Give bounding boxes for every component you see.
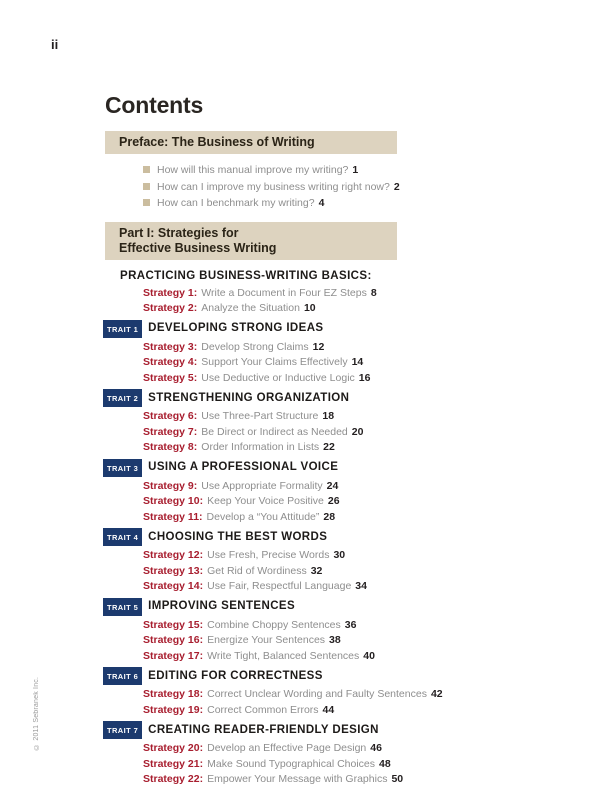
square-bullet-icon [143, 183, 150, 190]
section-heading: USING A PROFESSIONAL VOICE [148, 461, 339, 473]
strategy-page-number: 10 [303, 302, 316, 314]
strategy-title: Energize Your Sentences [207, 634, 326, 646]
strategy-label: Strategy 16: [143, 634, 204, 646]
strategy-page-number: 42 [430, 688, 443, 700]
trait-badge: TRAIT 5 [103, 598, 142, 616]
strategy-title: Write a Document in Four EZ Steps [201, 286, 367, 299]
strategy-label: Strategy 13: [143, 564, 204, 577]
toc-content [105, 92, 485, 788]
strategy-page-number: 12 [312, 340, 325, 353]
square-bullet-icon [143, 199, 150, 206]
preface-heading: Preface: The Business of Writing [119, 135, 315, 149]
strategy-title: Use Fresh, Precise Words [207, 549, 330, 561]
trait-badge: TRAIT 2 [103, 389, 142, 407]
strategy-page-number: 24 [326, 479, 339, 492]
strategy-page-number: 26 [327, 495, 340, 507]
strategy-row [143, 564, 485, 580]
strategy-row [143, 355, 485, 371]
part-heading-line2: Effective Business Writing [119, 240, 277, 255]
strategy-label: Strategy 10: [143, 495, 204, 507]
toc-section [105, 721, 485, 788]
copyright-notice: © 2011 Sebranek Inc. [33, 676, 40, 750]
trait-badge: TRAIT 1 [103, 320, 142, 338]
strategy-page-number: 20 [351, 425, 364, 438]
strategy-row [143, 425, 485, 441]
section-heading: EDITING FOR CORRECTNESS [148, 669, 323, 682]
part-heading-bar [105, 222, 397, 260]
strategy-label: Strategy 18: [143, 688, 204, 700]
strategy-label: Strategy 3: [143, 340, 198, 353]
strategy-title: Support Your Claims Effectively [201, 356, 348, 368]
strategy-title: Combine Choppy Sentences [207, 618, 341, 631]
strategy-title: Develop Strong Claims [201, 340, 309, 353]
strategy-list [105, 286, 485, 317]
section-heading-row [103, 598, 485, 616]
preface-item-text: How can I improve my business writing right now? [157, 180, 390, 193]
section-heading-row [103, 528, 485, 546]
strategy-page-number: 46 [370, 742, 382, 754]
strategy-page-number: 14 [351, 356, 364, 368]
strategy-title: Correct Unclear Wording and Faulty Sentences [207, 688, 427, 700]
strategy-list [105, 548, 485, 595]
strategy-label: Strategy 12: [143, 549, 204, 561]
strategy-row [143, 409, 485, 425]
strategy-list [105, 409, 485, 456]
strategy-row [143, 633, 485, 649]
strategy-title: Order Information in Lists [201, 441, 320, 453]
strategy-row [143, 510, 485, 526]
toc-section [105, 269, 485, 317]
strategy-label: Strategy 8: [143, 441, 198, 453]
strategy-list [105, 687, 485, 718]
strategy-page-number: 34 [355, 580, 367, 592]
trait-badge: TRAIT 3 [103, 459, 142, 477]
strategy-label: Strategy 6: [143, 410, 198, 422]
strategy-row [143, 703, 485, 719]
strategy-label: Strategy 15: [143, 618, 204, 631]
section-heading: CREATING READER-FRIENDLY DESIGN [148, 723, 379, 736]
section-heading: IMPROVING SENTENCES [148, 600, 296, 612]
page-title: Contents [105, 92, 204, 118]
strategy-list [105, 479, 485, 526]
strategy-title: Develop an Effective Page Design [207, 742, 367, 754]
strategy-label: Strategy 14: [143, 580, 204, 592]
preface-item [143, 179, 485, 196]
preface-item-page-number: 1 [352, 164, 359, 176]
strategy-title: Keep Your Voice Positive [207, 495, 324, 507]
strategy-row [143, 772, 485, 788]
section-heading: DEVELOPING STRONG IDEAS [148, 322, 324, 334]
strategy-row [143, 548, 485, 564]
preface-heading-bar [105, 131, 397, 154]
toc-section [105, 598, 485, 665]
preface-item-page-number: 2 [393, 180, 400, 193]
strategy-title: Empower Your Message with Graphics [207, 773, 388, 785]
strategy-row [143, 757, 485, 773]
strategy-title: Use Three-Part Structure [201, 410, 319, 422]
strategy-row [143, 741, 485, 757]
preface-item-list [143, 162, 485, 212]
strategy-page-number: 40 [363, 649, 375, 662]
strategy-list [105, 618, 485, 665]
sections [105, 269, 485, 788]
strategy-page-number: 18 [322, 410, 335, 422]
section-heading: CHOOSING THE BEST WORDS [148, 530, 328, 543]
section-heading-row [103, 320, 485, 338]
strategy-page-number: 48 [379, 757, 391, 770]
strategy-row [143, 371, 485, 387]
strategy-row [143, 440, 485, 456]
strategy-title: Analyze the Situation [201, 302, 300, 314]
toc-section [105, 528, 485, 595]
strategy-row [143, 494, 485, 510]
strategy-label: Strategy 21: [143, 757, 204, 770]
preface-item-page-number: 4 [318, 197, 325, 209]
strategy-row [143, 286, 485, 302]
strategy-label: Strategy 2: [143, 302, 198, 314]
strategy-title: Get Rid of Wordiness [207, 564, 307, 577]
trait-badge: TRAIT 4 [103, 528, 142, 546]
section-heading-row [103, 459, 485, 477]
toc-section [105, 389, 485, 456]
section-heading: STRENGTHENING ORGANIZATION [148, 391, 350, 404]
strategy-label: Strategy 19: [143, 703, 204, 716]
strategy-title: Use Deductive or Inductive Logic [201, 371, 355, 384]
strategy-page-number: 38 [329, 634, 341, 646]
strategy-title: Use Appropriate Formality [201, 479, 323, 492]
strategy-label: Strategy 22: [143, 773, 204, 785]
strategy-title: Write Tight, Balanced Sentences [207, 649, 360, 662]
strategy-page-number: 28 [323, 510, 336, 523]
strategy-title: Correct Common Errors [207, 703, 319, 716]
strategy-page-number: 44 [322, 703, 335, 716]
strategy-page-number: 32 [310, 564, 323, 577]
strategy-row [143, 687, 485, 703]
toc-section [105, 667, 485, 718]
preface-item-text: How will this manual improve my writing? [157, 164, 349, 176]
strategy-label: Strategy 4: [143, 356, 198, 368]
trait-badge: TRAIT 7 [103, 721, 142, 739]
strategy-label: Strategy 5: [143, 371, 198, 384]
strategy-list [105, 340, 485, 387]
section-heading-row [120, 269, 485, 284]
toc-section [105, 320, 485, 387]
strategy-title: Be Direct or Indirect as Needed [201, 425, 348, 438]
strategy-label: Strategy 20: [143, 742, 204, 754]
preface-item-text: How can I benchmark my writing? [157, 197, 315, 209]
square-bullet-icon [143, 166, 150, 173]
strategy-label: Strategy 17: [143, 649, 204, 662]
strategy-row [143, 618, 485, 634]
strategy-label: Strategy 9: [143, 479, 198, 492]
strategy-title: Use Fair, Respectful Language [207, 580, 352, 592]
strategy-page-number: 22 [323, 441, 335, 453]
part-heading-line1: Part I: Strategies for [119, 225, 239, 240]
section-heading-row [103, 389, 485, 407]
toc-section [105, 459, 485, 526]
strategy-page-number: 16 [358, 371, 371, 384]
section-heading: PRACTICING BUSINESS-WRITING BASICS: [120, 269, 372, 282]
section-heading-row [103, 667, 485, 685]
strategy-row [143, 340, 485, 356]
strategy-label: Strategy 11: [143, 510, 203, 523]
strategy-title: Make Sound Typographical Choices [207, 757, 376, 770]
page-folio: ii [51, 37, 59, 52]
strategy-row [143, 579, 485, 595]
strategy-page-number: 50 [391, 773, 404, 785]
strategy-title: Develop a “You Attitude” [206, 510, 320, 523]
preface-item [143, 162, 485, 179]
strategy-row [143, 649, 485, 665]
section-heading-row [103, 721, 485, 739]
strategy-page-number: 8 [370, 286, 377, 299]
strategy-list [105, 741, 485, 788]
strategy-label: Strategy 7: [143, 425, 198, 438]
strategy-row [143, 301, 485, 317]
strategy-page-number: 30 [333, 549, 346, 561]
strategy-label: Strategy 1: [143, 286, 198, 299]
strategy-page-number: 36 [344, 618, 357, 631]
preface-item [143, 195, 485, 212]
strategy-row [143, 479, 485, 495]
trait-badge: TRAIT 6 [103, 667, 142, 685]
